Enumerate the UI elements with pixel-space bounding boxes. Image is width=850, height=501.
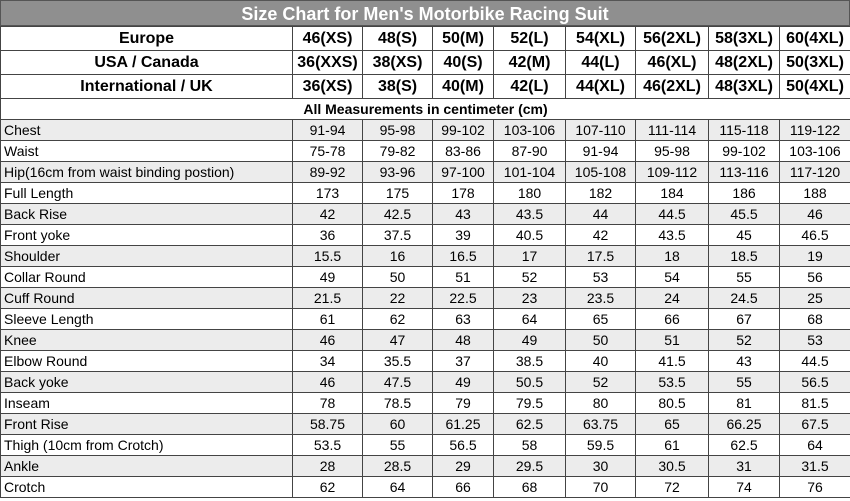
measurement-label: Full Length: [1, 183, 293, 204]
size-cell: 56(2XL): [636, 27, 709, 51]
measurement-value: 99-102: [709, 141, 780, 162]
measurement-value: 62: [363, 309, 433, 330]
measurement-value: 51: [636, 330, 709, 351]
measurement-label: Back yoke: [1, 372, 293, 393]
measurement-value: 24: [636, 288, 709, 309]
size-cell: 44(L): [566, 51, 636, 75]
measurement-value: 37.5: [363, 225, 433, 246]
measurement-value: 53.5: [293, 435, 363, 456]
size-cell: 50(4XL): [780, 75, 850, 99]
header-row: [1, 75, 850, 99]
measurement-value: 91-94: [293, 120, 363, 141]
measurement-value: 66: [636, 309, 709, 330]
measurement-label: Elbow Round: [1, 351, 293, 372]
measurement-value: 103-106: [494, 120, 566, 141]
size-cell: 46(2XL): [636, 75, 709, 99]
size-cell: 48(S): [363, 27, 433, 51]
measurement-value: 22.5: [433, 288, 494, 309]
header-row: [1, 27, 850, 51]
measurement-value: 44.5: [636, 204, 709, 225]
measurement-value: 38.5: [494, 351, 566, 372]
size-cell: 50(3XL): [780, 51, 850, 75]
measurement-label: Cuff Round: [1, 288, 293, 309]
header-row-label: Europe: [1, 27, 293, 51]
measurement-value: 43: [709, 351, 780, 372]
measurement-label: Waist: [1, 141, 293, 162]
size-cell: 40(S): [433, 51, 494, 75]
measurement-label: Inseam: [1, 393, 293, 414]
table-row: [1, 372, 850, 393]
table-row: [1, 330, 850, 351]
measurement-value: 34: [293, 351, 363, 372]
measurement-value: 30: [566, 456, 636, 477]
measurement-value: 175: [363, 183, 433, 204]
chart-title: Size Chart for Men's Motorbike Racing Suit: [0, 0, 850, 26]
measurement-value: 58: [494, 435, 566, 456]
measurement-value: 55: [363, 435, 433, 456]
measurement-value: 37: [433, 351, 494, 372]
measurement-value: 45: [709, 225, 780, 246]
measurement-value: 56.5: [780, 372, 850, 393]
measurement-value: 53.5: [636, 372, 709, 393]
measurement-value: 16: [363, 246, 433, 267]
measurement-value: 76: [780, 477, 850, 498]
measurement-value: 68: [494, 477, 566, 498]
measurement-value: 47.5: [363, 372, 433, 393]
measurement-value: 49: [433, 372, 494, 393]
measurement-value: 62.5: [494, 414, 566, 435]
measurement-value: 107-110: [566, 120, 636, 141]
measurement-value: 43.5: [494, 204, 566, 225]
measurement-value: 178: [433, 183, 494, 204]
table-row: [1, 414, 850, 435]
measurement-value: 46: [293, 372, 363, 393]
measurement-value: 44: [566, 204, 636, 225]
measurement-value: 42: [293, 204, 363, 225]
size-cell: 36(XS): [293, 75, 363, 99]
measurement-value: 59.5: [566, 435, 636, 456]
measurement-value: 66.25: [709, 414, 780, 435]
measurement-value: 45.5: [709, 204, 780, 225]
measurement-value: 19: [780, 246, 850, 267]
table-row: [1, 141, 850, 162]
measurement-value: 101-104: [494, 162, 566, 183]
measurement-value: 21.5: [293, 288, 363, 309]
measurement-value: 113-116: [709, 162, 780, 183]
table-row: [1, 288, 850, 309]
size-cell: 50(M): [433, 27, 494, 51]
measurement-value: 43: [433, 204, 494, 225]
size-cell: 44(XL): [566, 75, 636, 99]
measurement-label: Back Rise: [1, 204, 293, 225]
measurement-value: 25: [780, 288, 850, 309]
measurement-value: 15.5: [293, 246, 363, 267]
measurement-value: 42.5: [363, 204, 433, 225]
measurement-value: 91-94: [566, 141, 636, 162]
table-row: [1, 309, 850, 330]
measurement-value: 39: [433, 225, 494, 246]
size-cell: 36(XXS): [293, 51, 363, 75]
measurement-value: 81.5: [780, 393, 850, 414]
measurement-value: 49: [293, 267, 363, 288]
table-row: [1, 393, 850, 414]
measurement-value: 17: [494, 246, 566, 267]
size-cell: 46(XS): [293, 27, 363, 51]
measurement-value: 99-102: [433, 120, 494, 141]
measurement-value: 70: [566, 477, 636, 498]
measurement-value: 17.5: [566, 246, 636, 267]
measurement-value: 64: [780, 435, 850, 456]
measurement-label: Knee: [1, 330, 293, 351]
header-row-label: USA / Canada: [1, 51, 293, 75]
measurement-value: 31: [709, 456, 780, 477]
measurement-value: 42: [566, 225, 636, 246]
measurement-label: Shoulder: [1, 246, 293, 267]
measurement-value: 93-96: [363, 162, 433, 183]
measurement-value: 56: [780, 267, 850, 288]
measurement-value: 117-120: [780, 162, 850, 183]
measurement-label: Sleeve Length: [1, 309, 293, 330]
table-row: [1, 120, 850, 141]
measurement-value: 105-108: [566, 162, 636, 183]
measurement-value: 23: [494, 288, 566, 309]
measurement-value: 52: [566, 372, 636, 393]
measurement-value: 182: [566, 183, 636, 204]
size-cell: 48(3XL): [709, 75, 780, 99]
size-cell: 54(XL): [566, 27, 636, 51]
table-row: [1, 246, 850, 267]
measurement-value: 28.5: [363, 456, 433, 477]
measurement-value: 66: [433, 477, 494, 498]
measurement-value: 67.5: [780, 414, 850, 435]
measurement-value: 46.5: [780, 225, 850, 246]
measurement-value: 97-100: [433, 162, 494, 183]
measurement-value: 81: [709, 393, 780, 414]
measurement-value: 29: [433, 456, 494, 477]
measurement-value: 16.5: [433, 246, 494, 267]
measurement-value: 103-106: [780, 141, 850, 162]
table-row: [1, 183, 850, 204]
measurement-value: 115-118: [709, 120, 780, 141]
measurement-value: 41.5: [636, 351, 709, 372]
measurement-value: 65: [566, 309, 636, 330]
measurement-value: 46: [780, 204, 850, 225]
table-row: [1, 267, 850, 288]
size-cell: 42(L): [494, 75, 566, 99]
table-row: [1, 162, 850, 183]
measurement-value: 64: [363, 477, 433, 498]
table-row: [1, 351, 850, 372]
measurement-value: 64: [494, 309, 566, 330]
measurement-value: 50: [566, 330, 636, 351]
measurement-value: 74: [709, 477, 780, 498]
measurement-value: 63: [433, 309, 494, 330]
measurement-value: 186: [709, 183, 780, 204]
measurement-value: 18.5: [709, 246, 780, 267]
measurement-value: 83-86: [433, 141, 494, 162]
measurement-value: 95-98: [636, 141, 709, 162]
measurement-value: 35.5: [363, 351, 433, 372]
measurement-label: Hip(16cm from waist binding postion): [1, 162, 293, 183]
measurement-value: 80: [566, 393, 636, 414]
measurement-value: 119-122: [780, 120, 850, 141]
measurement-value: 89-92: [293, 162, 363, 183]
header-row-label: International / UK: [1, 75, 293, 99]
size-cell: 38(XS): [363, 51, 433, 75]
measurement-value: 68: [780, 309, 850, 330]
measurement-value: 22: [363, 288, 433, 309]
measurement-value: 53: [566, 267, 636, 288]
measurement-label: Crotch: [1, 477, 293, 498]
size-cell: 60(4XL): [780, 27, 850, 51]
size-cell: 46(XL): [636, 51, 709, 75]
measurement-value: 61: [293, 309, 363, 330]
measurement-value: 23.5: [566, 288, 636, 309]
measurement-value: 40: [566, 351, 636, 372]
measurement-value: 51: [433, 267, 494, 288]
measurement-value: 75-78: [293, 141, 363, 162]
size-cell: 58(3XL): [709, 27, 780, 51]
measurement-value: 61.25: [433, 414, 494, 435]
measurement-label: Front Rise: [1, 414, 293, 435]
measurement-value: 31.5: [780, 456, 850, 477]
measurement-value: 53: [780, 330, 850, 351]
measurement-label: Collar Round: [1, 267, 293, 288]
measurement-value: 62: [293, 477, 363, 498]
measurement-value: 44.5: [780, 351, 850, 372]
measurement-value: 173: [293, 183, 363, 204]
table-row: [1, 225, 850, 246]
size-table: [0, 26, 850, 498]
measurement-label: Front yoke: [1, 225, 293, 246]
measurement-value: 63.75: [566, 414, 636, 435]
measurement-value: 80.5: [636, 393, 709, 414]
measurement-value: 65: [636, 414, 709, 435]
measurement-value: 111-114: [636, 120, 709, 141]
units-note: All Measurements in centimeter (cm): [1, 99, 850, 120]
measurement-value: 180: [494, 183, 566, 204]
units-note-row: [1, 99, 850, 120]
measurement-value: 60: [363, 414, 433, 435]
measurement-value: 87-90: [494, 141, 566, 162]
measurement-value: 79.5: [494, 393, 566, 414]
measurement-value: 78: [293, 393, 363, 414]
measurement-label: Ankle: [1, 456, 293, 477]
measurement-value: 55: [709, 372, 780, 393]
measurement-value: 43.5: [636, 225, 709, 246]
measurement-value: 67: [709, 309, 780, 330]
size-cell: 40(M): [433, 75, 494, 99]
measurement-value: 54: [636, 267, 709, 288]
table-row: [1, 477, 850, 498]
measurement-value: 78.5: [363, 393, 433, 414]
measurement-value: 49: [494, 330, 566, 351]
measurement-value: 56.5: [433, 435, 494, 456]
measurement-value: 28: [293, 456, 363, 477]
size-cell: 38(S): [363, 75, 433, 99]
header-row: [1, 51, 850, 75]
table-row: [1, 456, 850, 477]
measurement-label: Chest: [1, 120, 293, 141]
measurement-value: 30.5: [636, 456, 709, 477]
measurement-value: 50.5: [494, 372, 566, 393]
table-row: [1, 435, 850, 456]
size-cell: 52(L): [494, 27, 566, 51]
measurement-value: 62.5: [709, 435, 780, 456]
measurement-value: 72: [636, 477, 709, 498]
measurement-value: 58.75: [293, 414, 363, 435]
measurement-value: 50: [363, 267, 433, 288]
measurement-value: 24.5: [709, 288, 780, 309]
size-cell: 48(2XL): [709, 51, 780, 75]
measurement-value: 48: [433, 330, 494, 351]
table-row: [1, 204, 850, 225]
measurement-value: 61: [636, 435, 709, 456]
size-cell: 42(M): [494, 51, 566, 75]
measurement-value: 109-112: [636, 162, 709, 183]
measurement-value: 29.5: [494, 456, 566, 477]
measurement-label: Thigh (10cm from Crotch): [1, 435, 293, 456]
measurement-value: 52: [709, 330, 780, 351]
measurement-value: 52: [494, 267, 566, 288]
measurement-value: 95-98: [363, 120, 433, 141]
measurement-value: 46: [293, 330, 363, 351]
measurement-value: 18: [636, 246, 709, 267]
measurement-value: 55: [709, 267, 780, 288]
measurement-value: 79: [433, 393, 494, 414]
measurement-value: 40.5: [494, 225, 566, 246]
measurement-value: 47: [363, 330, 433, 351]
measurement-value: 188: [780, 183, 850, 204]
measurement-value: 36: [293, 225, 363, 246]
measurement-value: 79-82: [363, 141, 433, 162]
measurement-value: 184: [636, 183, 709, 204]
